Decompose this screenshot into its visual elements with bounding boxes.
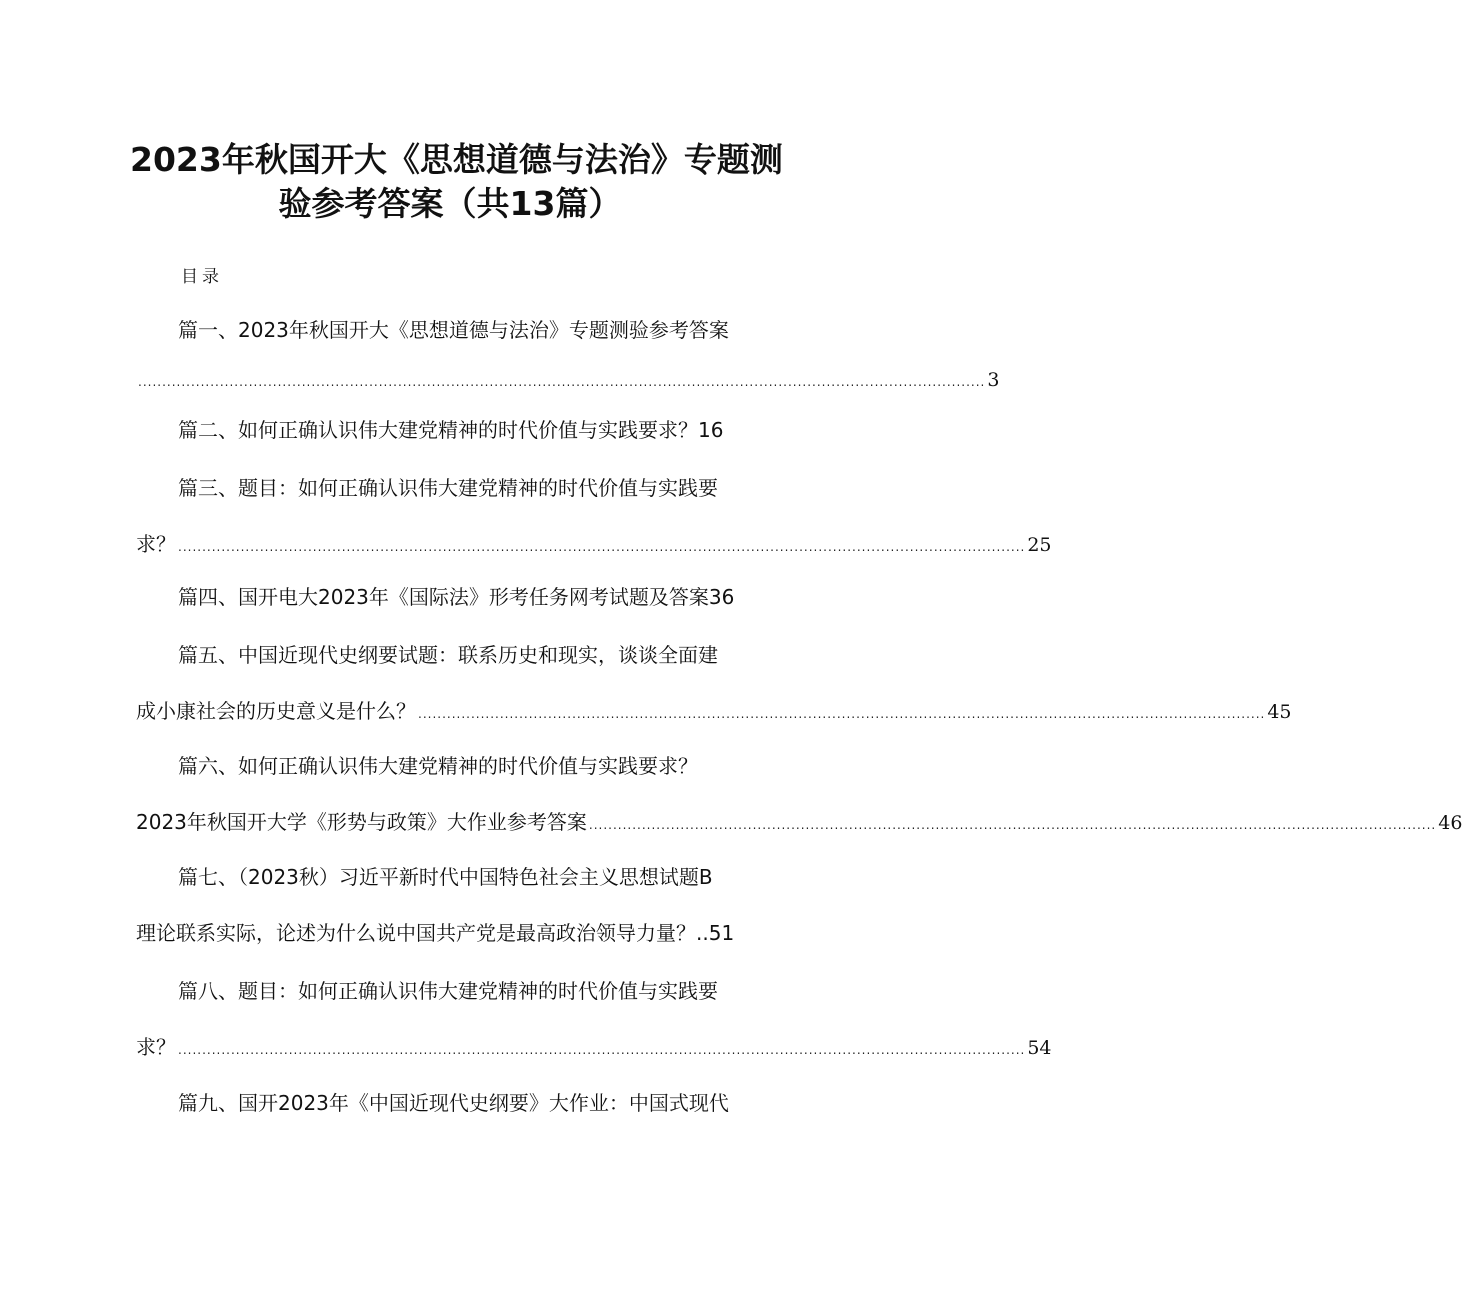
toc-entry-5-page: 45 — [1267, 701, 1292, 723]
toc-entry-1-title[interactable]: 篇一、2023年秋国开大《思想道德与法治》专题测验参考答案 — [178, 318, 729, 342]
toc-entry-7-title[interactable]: 篇七、（2023秋）习近平新时代中国特色社会主义思想试题B — [178, 865, 713, 889]
toc-entry-7-continuation[interactable]: 理论联系实际，论述为什么说中国共产党是最高政治领导力量？..51 — [136, 921, 735, 945]
toc-entry-5-leader-row[interactable] — [136, 697, 1292, 728]
toc-entry-8-page: 54 — [1027, 1037, 1052, 1059]
toc-entry-6-page: 46 — [1438, 812, 1462, 834]
toc-entry-3-title[interactable]: 篇三、题目：如何正确认识伟大建党精神的时代价值与实践要 — [178, 476, 718, 500]
toc-entry-1-page: 3 — [987, 369, 1000, 391]
toc-entry-3-continuation: 求？ — [136, 532, 176, 556]
toc-entry-6-continuation: 2023年秋国开大学《形势与政策》大作业参考答案 — [136, 810, 587, 834]
toc-heading: 目录 — [181, 267, 223, 287]
toc-entry-5-continuation: 成小康社会的历史意义是什么？ — [136, 699, 416, 723]
dot-leader: ................................................................................................................................................................................ — [178, 1043, 1026, 1057]
toc-entry-9-title[interactable]: 篇九、国开2023年《中国近现代史纲要》大作业：中国式现代 — [178, 1091, 729, 1115]
toc-entry-8-continuation: 求？ — [136, 1035, 176, 1059]
toc-entry-6-leader-row[interactable] — [136, 808, 1462, 839]
dot-leader: ................................................................................................................................................................................ — [588, 818, 1437, 832]
dot-leader: ................................................................................................................................................................................ — [178, 540, 1026, 554]
toc-entry-8-leader-row[interactable] — [136, 1033, 1052, 1064]
dot-leader: ................................................................................................................................................................................ — [138, 375, 986, 389]
toc-entry-3-page: 25 — [1027, 534, 1052, 556]
toc-entry-5-title[interactable]: 篇五、中国近现代史纲要试题：联系历史和现实，谈谈全面建 — [178, 643, 718, 667]
toc-entry-3-leader-row[interactable] — [136, 530, 1052, 561]
dot-leader: ................................................................................................................................................................................ — [418, 707, 1266, 721]
document-title-line-2: 验参考答案（共13篇） — [278, 184, 622, 223]
toc-entry-2-title[interactable]: 篇二、如何正确认识伟大建党精神的时代价值与实践要求？16 — [178, 418, 724, 442]
toc-entry-6-title[interactable]: 篇六、如何正确认识伟大建党精神的时代价值与实践要求？ — [178, 754, 698, 778]
toc-entry-8-title[interactable]: 篇八、题目：如何正确认识伟大建党精神的时代价值与实践要 — [178, 979, 718, 1003]
toc-entry-4-title[interactable]: 篇四、国开电大2023年《国际法》形考任务网考试题及答案36 — [178, 585, 735, 609]
toc-entry-1-leader-row[interactable] — [136, 366, 1000, 396]
document-title-line-1: 2023年秋国开大《思想道德与法治》专题测 — [130, 140, 783, 179]
